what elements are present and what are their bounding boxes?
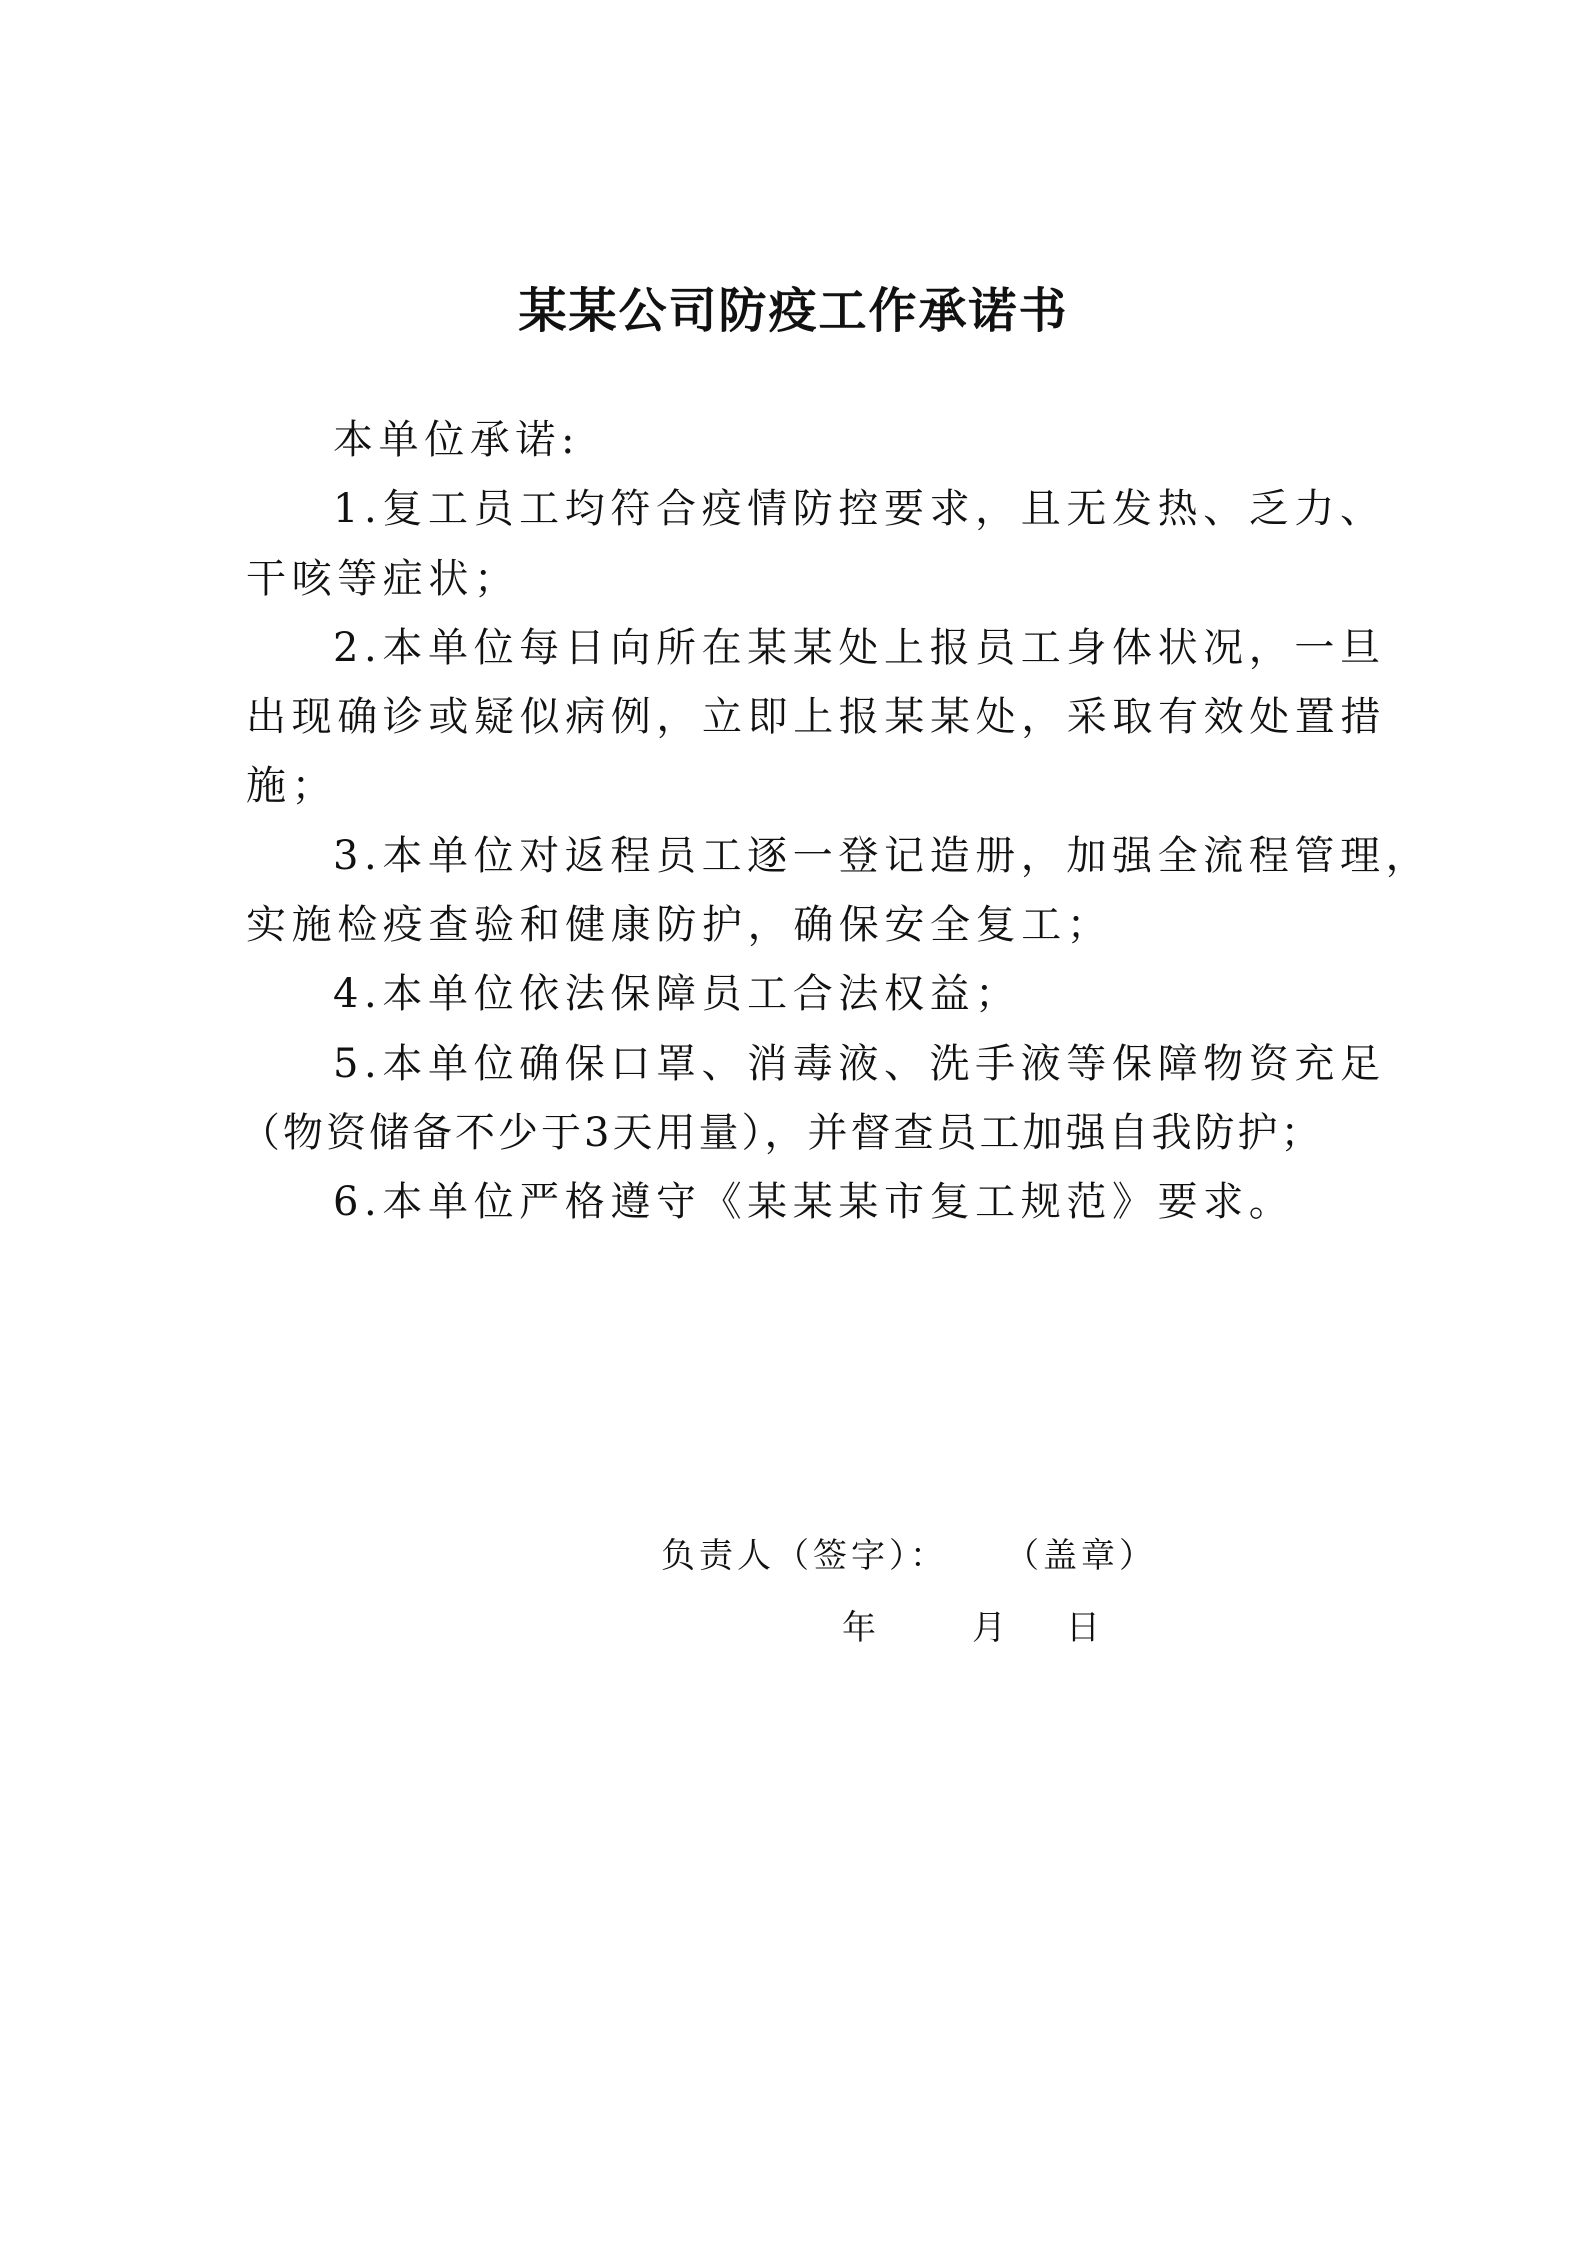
document-title: 某某公司防疫工作承诺书 <box>518 283 1069 339</box>
item-2-line-3: 施； <box>246 763 338 809</box>
item-5-line-1: 5.本单位确保口罩、消毒液、洗手液等保障物资充足 <box>333 1041 1386 1087</box>
seal-label: （盖章） <box>1005 1536 1157 1576</box>
intro-text: 本单位承诺: <box>333 417 581 463</box>
item-3-line-2: 实施检疫查验和健康防护，确保安全复工； <box>246 902 1113 948</box>
item-4-line-1: 4.本单位依法保障员工合法权益； <box>333 971 1021 1017</box>
responsible-signature-label: 负责人（签字）： <box>661 1536 948 1576</box>
item-6-line-1: 6.本单位严格遵守《某某某市复工规范》要求。 <box>333 1179 1295 1225</box>
item-1-line-1: 1.复工员工均符合疫情防控要求，且无发热、乏力、 <box>333 486 1386 532</box>
item-2-line-1: 2.本单位每日向所在某某处上报员工身体状况，一旦 <box>333 625 1386 671</box>
item-1-line-2: 干咳等症状； <box>246 556 520 602</box>
year-label: 年 <box>842 1608 880 1648</box>
item-3-line-1: 3.本单位对返程员工逐一登记造册，加强全流程管理， <box>333 833 1432 879</box>
day-label: 日 <box>1066 1608 1104 1648</box>
month-label: 月 <box>972 1608 1010 1648</box>
item-5-line-2: （物资储备不少于3天用量），并督查员工加强自我防护； <box>240 1110 1324 1156</box>
item-2-line-2: 出现确诊或疑似病例，立即上报某某处，采取有效处置措 <box>246 694 1386 740</box>
